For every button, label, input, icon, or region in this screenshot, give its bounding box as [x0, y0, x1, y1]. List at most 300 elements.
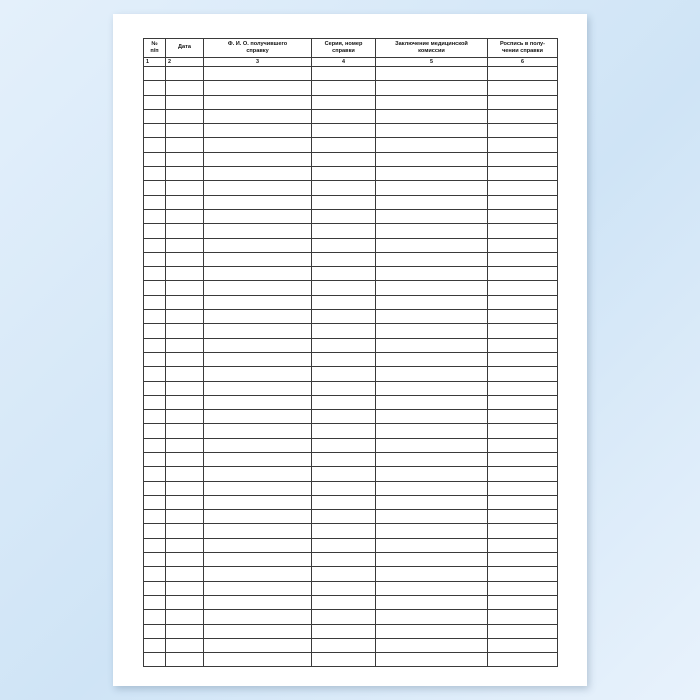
table-cell-empty[interactable]: [488, 267, 558, 281]
table-row: [144, 581, 558, 595]
table-cell-empty[interactable]: [204, 152, 312, 166]
table-cell-empty[interactable]: [144, 338, 166, 352]
table-cell-empty[interactable]: [376, 638, 488, 652]
table-cell-empty[interactable]: [204, 338, 312, 352]
table-cell-empty[interactable]: [144, 638, 166, 652]
table-cell-empty[interactable]: [488, 324, 558, 338]
table-cell-empty[interactable]: [488, 610, 558, 624]
table-cell-empty[interactable]: [376, 452, 488, 466]
table-cell-empty[interactable]: [312, 124, 376, 138]
table-cell-empty[interactable]: [204, 209, 312, 223]
table-cell-empty[interactable]: [166, 581, 204, 595]
table-cell-empty[interactable]: [376, 610, 488, 624]
table-cell-empty[interactable]: [144, 538, 166, 552]
table-cell-empty[interactable]: [488, 95, 558, 109]
table-cell-empty[interactable]: [488, 538, 558, 552]
table-cell-empty[interactable]: [312, 95, 376, 109]
column-header-signature-line1: Роспись в полу-: [499, 41, 546, 47]
table-cell-empty[interactable]: [166, 524, 204, 538]
table-cell-empty[interactable]: [166, 567, 204, 581]
table-cell-empty[interactable]: [166, 467, 204, 481]
table-cell-empty[interactable]: [488, 567, 558, 581]
table-cell-empty[interactable]: [166, 538, 204, 552]
table-cell-empty[interactable]: [488, 495, 558, 509]
column-header-commission-conclusion-line1: Заключение медицинской: [395, 41, 468, 47]
table-row: [144, 524, 558, 538]
table-cell-empty[interactable]: [204, 167, 312, 181]
table-cell-empty[interactable]: [312, 109, 376, 123]
table-cell-empty[interactable]: [488, 209, 558, 223]
table-cell-empty[interactable]: [166, 138, 204, 152]
table-cell-empty[interactable]: [488, 238, 558, 252]
table-cell-empty[interactable]: [144, 495, 166, 509]
table-row: [144, 553, 558, 567]
table-cell-empty[interactable]: [488, 653, 558, 667]
table-cell-empty[interactable]: [312, 224, 376, 238]
table-cell-empty[interactable]: [312, 553, 376, 567]
table-cell-empty[interactable]: [312, 452, 376, 466]
table-cell-empty[interactable]: [376, 567, 488, 581]
table-cell-empty[interactable]: [488, 138, 558, 152]
table-cell-empty[interactable]: [144, 524, 166, 538]
table-row: [144, 181, 558, 195]
column-index-1: 1: [144, 57, 166, 66]
table-row: [144, 109, 558, 123]
table-cell-empty[interactable]: [166, 167, 204, 181]
table-cell-empty[interactable]: [144, 295, 166, 309]
table-cell-empty[interactable]: [144, 410, 166, 424]
table-cell-empty[interactable]: [144, 452, 166, 466]
table-cell-empty[interactable]: [488, 381, 558, 395]
table-cell-empty[interactable]: [488, 581, 558, 595]
table-cell-empty[interactable]: [376, 410, 488, 424]
table-cell-empty[interactable]: [312, 610, 376, 624]
table-cell-empty[interactable]: [488, 181, 558, 195]
table-cell-empty[interactable]: [144, 553, 166, 567]
table-row: [144, 167, 558, 181]
table-cell-empty[interactable]: [376, 138, 488, 152]
table-cell-empty[interactable]: [312, 567, 376, 581]
table-cell-empty[interactable]: [204, 195, 312, 209]
table-row: [144, 252, 558, 266]
table-row: [144, 324, 558, 338]
table-cell-empty[interactable]: [204, 410, 312, 424]
table-cell-empty[interactable]: [488, 553, 558, 567]
table-cell-empty[interactable]: [144, 209, 166, 223]
table-cell-empty[interactable]: [488, 638, 558, 652]
table-cell-empty[interactable]: [204, 124, 312, 138]
table-cell-empty[interactable]: [488, 195, 558, 209]
table-cell-empty[interactable]: [312, 181, 376, 195]
table-cell-empty[interactable]: [204, 381, 312, 395]
table-cell-empty[interactable]: [144, 109, 166, 123]
table-cell-empty[interactable]: [144, 167, 166, 181]
table-cell-empty[interactable]: [376, 167, 488, 181]
table-cell-empty[interactable]: [166, 424, 204, 438]
table-cell-empty[interactable]: [144, 581, 166, 595]
table-row: [144, 538, 558, 552]
table-cell-empty[interactable]: [488, 624, 558, 638]
table-cell-empty[interactable]: [376, 653, 488, 667]
table-row: [144, 281, 558, 295]
table-cell-empty[interactable]: [376, 510, 488, 524]
table-cell-empty[interactable]: [166, 510, 204, 524]
table-cell-empty[interactable]: [376, 295, 488, 309]
table-cell-empty[interactable]: [166, 338, 204, 352]
table-cell-empty[interactable]: [166, 267, 204, 281]
table-cell-empty[interactable]: [376, 224, 488, 238]
table-cell-empty[interactable]: [376, 109, 488, 123]
table-cell-empty[interactable]: [312, 152, 376, 166]
table-cell-empty[interactable]: [204, 424, 312, 438]
table-cell-empty[interactable]: [144, 467, 166, 481]
table-cell-empty[interactable]: [144, 124, 166, 138]
column-header-number: [144, 39, 166, 58]
table-cell-empty[interactable]: [376, 209, 488, 223]
table-cell-empty[interactable]: [204, 238, 312, 252]
table-cell-empty[interactable]: [312, 281, 376, 295]
table-cell-empty[interactable]: [204, 610, 312, 624]
table-cell-empty[interactable]: [166, 452, 204, 466]
table-cell-empty[interactable]: [166, 295, 204, 309]
table-cell-empty[interactable]: [144, 624, 166, 638]
table-cell-empty[interactable]: [204, 438, 312, 452]
table-cell-empty[interactable]: [312, 410, 376, 424]
table-cell-empty[interactable]: [376, 324, 488, 338]
table-cell-empty[interactable]: [204, 310, 312, 324]
table-cell-empty[interactable]: [166, 553, 204, 567]
table-cell-empty[interactable]: [488, 438, 558, 452]
table-cell-empty[interactable]: [376, 66, 488, 80]
table-cell-empty[interactable]: [488, 524, 558, 538]
table-body: [144, 66, 558, 666]
table-cell-empty[interactable]: [144, 595, 166, 609]
table-row: [144, 481, 558, 495]
table-cell-empty[interactable]: [204, 66, 312, 80]
table-cell-empty[interactable]: [166, 595, 204, 609]
table-cell-empty[interactable]: [376, 538, 488, 552]
table-cell-empty[interactable]: [376, 252, 488, 266]
table-cell-empty[interactable]: [488, 467, 558, 481]
column-index-4: 4: [312, 57, 376, 66]
table-cell-empty[interactable]: [376, 495, 488, 509]
table-cell-empty[interactable]: [376, 352, 488, 366]
table-cell-empty[interactable]: [204, 281, 312, 295]
table-cell-empty[interactable]: [166, 653, 204, 667]
table-cell-empty[interactable]: [376, 467, 488, 481]
table-cell-empty[interactable]: [376, 195, 488, 209]
table-cell-empty[interactable]: [312, 395, 376, 409]
table-cell-empty[interactable]: [488, 452, 558, 466]
table-cell-empty[interactable]: [144, 66, 166, 80]
table-row: [144, 495, 558, 509]
table-cell-empty[interactable]: [166, 495, 204, 509]
table-cell-empty[interactable]: [488, 352, 558, 366]
column-index-6: 6: [488, 57, 558, 66]
table-cell-empty[interactable]: [204, 538, 312, 552]
table-cell-empty[interactable]: [312, 538, 376, 552]
table-cell-empty[interactable]: [166, 252, 204, 266]
table-cell-empty[interactable]: [312, 66, 376, 80]
table-cell-empty[interactable]: [488, 109, 558, 123]
table-row: [144, 595, 558, 609]
table-row: [144, 267, 558, 281]
table-cell-empty[interactable]: [312, 295, 376, 309]
table-row: [144, 610, 558, 624]
table-cell-empty[interactable]: [166, 109, 204, 123]
table-cell-empty[interactable]: [204, 452, 312, 466]
table-cell-empty[interactable]: [166, 410, 204, 424]
table-cell-empty[interactable]: [166, 238, 204, 252]
table-cell-empty[interactable]: [488, 281, 558, 295]
table-cell-empty[interactable]: [166, 381, 204, 395]
table-cell-empty[interactable]: [376, 553, 488, 567]
table-row: [144, 467, 558, 481]
table-cell-empty[interactable]: [166, 152, 204, 166]
table-cell-empty[interactable]: [204, 638, 312, 652]
table-cell-empty[interactable]: [204, 224, 312, 238]
table-cell-empty[interactable]: [166, 224, 204, 238]
table-cell-empty[interactable]: [312, 524, 376, 538]
table-cell-empty[interactable]: [376, 124, 488, 138]
table-cell-empty[interactable]: [488, 395, 558, 409]
table-cell-empty[interactable]: [144, 252, 166, 266]
table-cell-empty[interactable]: [204, 252, 312, 266]
table-cell-empty[interactable]: [144, 195, 166, 209]
table-cell-empty[interactable]: [312, 167, 376, 181]
table-cell-empty[interactable]: [144, 395, 166, 409]
table-cell-empty[interactable]: [166, 624, 204, 638]
table-cell-empty[interactable]: [204, 95, 312, 109]
table-cell-empty[interactable]: [376, 181, 488, 195]
table-cell-empty[interactable]: [204, 567, 312, 581]
table-cell-empty[interactable]: [312, 438, 376, 452]
table-cell-empty[interactable]: [376, 338, 488, 352]
table-cell-empty[interactable]: [488, 595, 558, 609]
table-cell-empty[interactable]: [144, 367, 166, 381]
table-cell-empty[interactable]: [204, 581, 312, 595]
table-cell-empty[interactable]: [204, 624, 312, 638]
table-cell-empty[interactable]: [488, 481, 558, 495]
table-cell-empty[interactable]: [144, 152, 166, 166]
table-cell-empty[interactable]: [312, 209, 376, 223]
table-cell-empty[interactable]: [312, 481, 376, 495]
table-row: [144, 152, 558, 166]
table-cell-empty[interactable]: [488, 410, 558, 424]
table-cell-empty[interactable]: [488, 510, 558, 524]
table-cell-empty[interactable]: [312, 338, 376, 352]
table-cell-empty[interactable]: [312, 367, 376, 381]
table-cell-empty[interactable]: [204, 81, 312, 95]
table-cell-empty[interactable]: [312, 595, 376, 609]
table-cell-empty[interactable]: [312, 138, 376, 152]
table-cell-empty[interactable]: [204, 138, 312, 152]
table-cell-empty[interactable]: [166, 195, 204, 209]
table-cell-empty[interactable]: [376, 367, 488, 381]
table-cell-empty[interactable]: [312, 510, 376, 524]
table-cell-empty[interactable]: [488, 252, 558, 266]
table-cell-empty[interactable]: [312, 495, 376, 509]
table-cell-empty[interactable]: [144, 567, 166, 581]
table-cell-empty[interactable]: [376, 81, 488, 95]
table-cell-empty[interactable]: [144, 267, 166, 281]
table-row: [144, 352, 558, 366]
column-index-5: 5: [376, 57, 488, 66]
table-cell-empty[interactable]: [204, 181, 312, 195]
table-header: [144, 39, 558, 67]
table-cell-empty[interactable]: [204, 481, 312, 495]
table-cell-empty[interactable]: [488, 152, 558, 166]
table-cell-empty[interactable]: [312, 352, 376, 366]
column-header-fullname: [204, 39, 312, 58]
table-cell-empty[interactable]: [312, 638, 376, 652]
table-cell-empty[interactable]: [144, 238, 166, 252]
table-cell-empty[interactable]: [488, 81, 558, 95]
column-header-fullname-line2: справку: [246, 47, 269, 54]
table-cell-empty[interactable]: [376, 238, 488, 252]
table-cell-empty[interactable]: [376, 581, 488, 595]
table-cell-empty[interactable]: [166, 124, 204, 138]
column-header-fullname-line1: Ф. И. О. получившего: [227, 41, 288, 47]
table-cell-empty[interactable]: [204, 467, 312, 481]
table-cell-empty[interactable]: [166, 352, 204, 366]
table-cell-empty[interactable]: [166, 95, 204, 109]
column-index-2: 2: [166, 57, 204, 66]
table-cell-empty[interactable]: [376, 95, 488, 109]
table-cell-empty[interactable]: [376, 395, 488, 409]
table-cell-empty[interactable]: [204, 367, 312, 381]
table-cell-empty[interactable]: [488, 295, 558, 309]
table-cell-empty[interactable]: [488, 338, 558, 352]
table-cell-empty[interactable]: [204, 109, 312, 123]
column-header-number-line1: №: [151, 41, 158, 47]
table-cell-empty[interactable]: [312, 581, 376, 595]
table-cell-empty[interactable]: [144, 181, 166, 195]
table-cell-empty[interactable]: [166, 66, 204, 80]
column-header-date-line1: Дата: [178, 44, 191, 51]
table-row: [144, 410, 558, 424]
table-cell-empty[interactable]: [312, 238, 376, 252]
table-cell-empty[interactable]: [166, 281, 204, 295]
table-cell-empty[interactable]: [312, 195, 376, 209]
column-header-date: [166, 39, 204, 58]
table-cell-empty[interactable]: [312, 267, 376, 281]
table-cell-empty[interactable]: [312, 424, 376, 438]
table-cell-empty[interactable]: [488, 424, 558, 438]
table-row: [144, 81, 558, 95]
table-cell-empty[interactable]: [312, 324, 376, 338]
table-cell-empty[interactable]: [166, 324, 204, 338]
table-cell-empty[interactable]: [144, 610, 166, 624]
table-cell-empty[interactable]: [166, 638, 204, 652]
table-cell-empty[interactable]: [144, 510, 166, 524]
table-cell-empty[interactable]: [204, 324, 312, 338]
table-cell-empty[interactable]: [144, 352, 166, 366]
table-cell-empty[interactable]: [312, 310, 376, 324]
table-cell-empty[interactable]: [144, 481, 166, 495]
table-cell-empty[interactable]: [204, 653, 312, 667]
table-cell-empty[interactable]: [488, 310, 558, 324]
table-cell-empty[interactable]: [166, 395, 204, 409]
table-cell-empty[interactable]: [144, 310, 166, 324]
table-row: [144, 438, 558, 452]
table-row: [144, 424, 558, 438]
register-table-container: [143, 38, 557, 667]
table-cell-empty[interactable]: [144, 138, 166, 152]
table-cell-empty[interactable]: [166, 367, 204, 381]
table-cell-empty[interactable]: [204, 352, 312, 366]
table-cell-empty[interactable]: [204, 595, 312, 609]
table-cell-empty[interactable]: [488, 66, 558, 80]
table-cell-empty[interactable]: [144, 281, 166, 295]
table-cell-empty[interactable]: [376, 524, 488, 538]
table-cell-empty[interactable]: [144, 381, 166, 395]
table-row: [144, 209, 558, 223]
table-cell-empty[interactable]: [166, 81, 204, 95]
table-cell-empty[interactable]: [312, 467, 376, 481]
table-cell-empty[interactable]: [204, 553, 312, 567]
table-cell-empty[interactable]: [376, 381, 488, 395]
table-cell-empty[interactable]: [204, 295, 312, 309]
table-cell-empty[interactable]: [144, 224, 166, 238]
table-cell-empty[interactable]: [144, 653, 166, 667]
table-cell-empty[interactable]: [144, 424, 166, 438]
table-cell-empty[interactable]: [376, 624, 488, 638]
table-row: [144, 295, 558, 309]
header-row: [144, 39, 558, 58]
table-cell-empty[interactable]: [204, 395, 312, 409]
table-cell-empty[interactable]: [204, 267, 312, 281]
table-cell-empty[interactable]: [376, 267, 488, 281]
table-cell-empty[interactable]: [312, 252, 376, 266]
table-cell-empty[interactable]: [166, 310, 204, 324]
table-cell-empty[interactable]: [376, 281, 488, 295]
table-cell-empty[interactable]: [376, 438, 488, 452]
table-row: [144, 395, 558, 409]
table-cell-empty[interactable]: [488, 124, 558, 138]
table-cell-empty[interactable]: [376, 481, 488, 495]
table-cell-empty[interactable]: [376, 310, 488, 324]
table-cell-empty[interactable]: [376, 152, 488, 166]
table-cell-empty[interactable]: [166, 438, 204, 452]
table-row: [144, 367, 558, 381]
table-cell-empty[interactable]: [166, 181, 204, 195]
table-cell-empty[interactable]: [312, 653, 376, 667]
table-cell-empty[interactable]: [488, 224, 558, 238]
table-cell-empty[interactable]: [144, 95, 166, 109]
table-cell-empty[interactable]: [166, 209, 204, 223]
table-cell-empty[interactable]: [144, 324, 166, 338]
table-cell-empty[interactable]: [376, 424, 488, 438]
table-cell-empty[interactable]: [312, 81, 376, 95]
table-cell-empty[interactable]: [166, 481, 204, 495]
table-cell-empty[interactable]: [144, 81, 166, 95]
table-cell-empty[interactable]: [204, 495, 312, 509]
table-row: [144, 381, 558, 395]
column-header-series-number-line2: справки: [332, 47, 355, 54]
table-cell-empty[interactable]: [312, 624, 376, 638]
table-cell-empty[interactable]: [144, 438, 166, 452]
table-row: [144, 138, 558, 152]
table-cell-empty[interactable]: [204, 510, 312, 524]
table-cell-empty[interactable]: [166, 610, 204, 624]
table-cell-empty[interactable]: [376, 595, 488, 609]
column-number-row: [144, 57, 558, 66]
table-cell-empty[interactable]: [488, 367, 558, 381]
table-cell-empty[interactable]: [204, 524, 312, 538]
table-cell-empty[interactable]: [488, 167, 558, 181]
table-cell-empty[interactable]: [312, 381, 376, 395]
